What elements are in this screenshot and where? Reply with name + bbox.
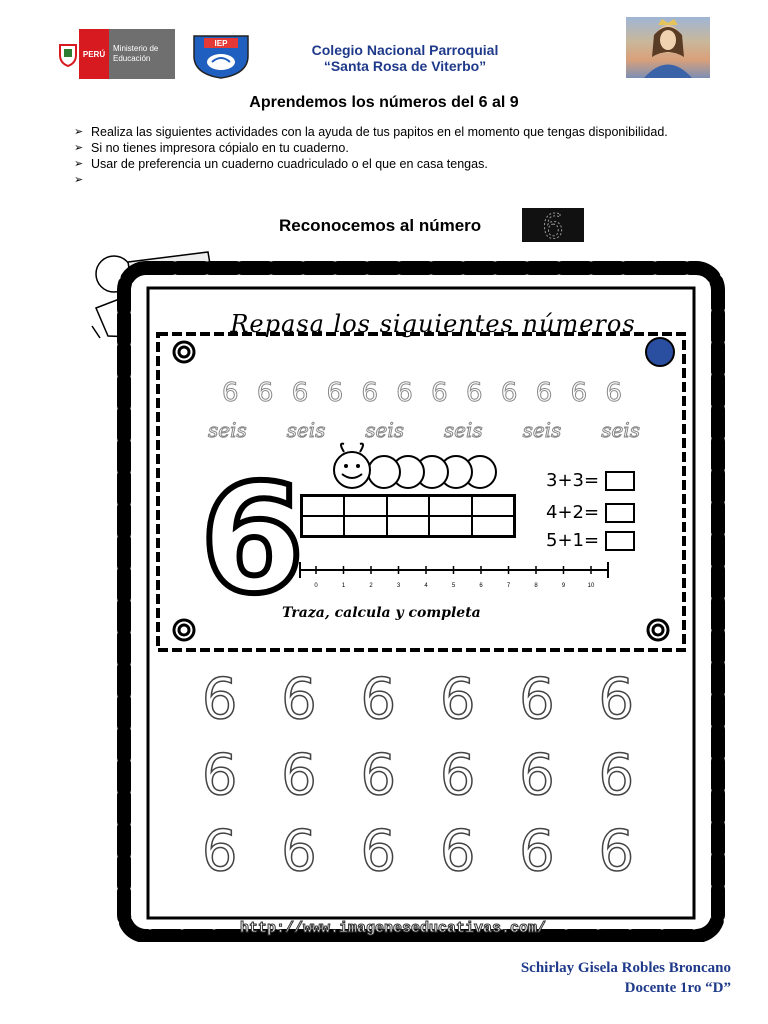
answer-box	[605, 471, 635, 491]
saint-image	[626, 17, 710, 78]
dotted-digit: 6	[466, 378, 483, 408]
caterpillar-icon	[330, 440, 500, 492]
grid-cell	[302, 496, 344, 516]
dotted-digit: 6	[570, 378, 588, 408]
dotted-word: seis	[443, 418, 483, 442]
dotted-word: seis	[601, 418, 640, 442]
iep-logo	[190, 30, 252, 80]
worksheet-instruction: Traza, calcula y completa	[282, 605, 481, 621]
section-title: Reconocemos al número	[279, 216, 482, 235]
dotted-word: seis	[208, 418, 247, 442]
school-name	[260, 42, 550, 74]
dotted-digit: 6	[605, 378, 622, 408]
dotted-digit: 6	[222, 378, 239, 408]
teacher-name: Schirlay Gisela Robles Broncano	[520, 960, 731, 976]
grid-cell	[302, 516, 344, 536]
iep-text: IEP	[214, 39, 228, 48]
equation-text: 3+3=	[546, 470, 600, 491]
number-line-label: 2	[369, 583, 373, 589]
trace-digit: 6	[281, 743, 317, 808]
answer-box	[605, 531, 635, 551]
dotted-digit: 6	[361, 378, 378, 408]
trace-digit: 6	[360, 743, 397, 808]
ten-frame-grid	[300, 494, 516, 538]
trace-digit: 6	[439, 819, 476, 884]
tracing-grid	[180, 668, 656, 884]
trace-digit: 6	[281, 819, 317, 884]
equation	[546, 530, 635, 551]
trace-digit: 6	[598, 667, 635, 732]
number-six-image	[522, 208, 584, 242]
worksheet-heading: Repasa los siguientes números	[230, 310, 636, 338]
trace-digit: 6	[519, 819, 555, 884]
trace-digit: 6	[201, 667, 238, 732]
number-line-label: 6	[479, 583, 483, 589]
number-line-label: 0	[314, 583, 318, 589]
grid-cell	[429, 516, 471, 536]
instruction-text: Si no tienes impresora cópialo en tu cuaderno.	[91, 141, 349, 155]
dotted-digit: 6	[431, 378, 448, 408]
trace-digit: 6	[519, 667, 555, 732]
number-line-label: 9	[561, 583, 566, 589]
grid-cell	[472, 496, 514, 516]
equation	[546, 502, 635, 523]
dotted-digit: 6	[256, 378, 274, 408]
answer-box	[605, 503, 635, 523]
arrow-bullet-icon: ➢	[74, 142, 84, 154]
svg-text:6: 6	[542, 208, 564, 242]
number-line-label: 10	[587, 583, 595, 589]
instruction-item	[74, 156, 731, 172]
trace-digit: 6	[201, 743, 238, 808]
website-url: http://www.imageneseducativas.com/	[240, 920, 547, 937]
dotted-digit: 6	[535, 378, 553, 408]
ministry-label: Ministerio de Educación	[109, 29, 175, 79]
grid-cell	[472, 516, 514, 536]
coat-of-arms-icon	[57, 29, 79, 79]
school-name-line2: “Santa Rosa de Viterbo”	[323, 58, 487, 74]
peru-label: PERÚ	[79, 29, 109, 79]
dotted-word-row	[208, 418, 640, 442]
number-line-label: 4	[424, 583, 428, 589]
trace-digit: 6	[598, 743, 635, 808]
big-digit: 6	[200, 453, 305, 627]
arrow-bullet-icon: ➢	[74, 158, 84, 170]
trace-digit: 6	[360, 667, 397, 732]
dotted-digit: 6	[291, 378, 309, 408]
number-line	[296, 560, 612, 590]
instruction-text: Usar de preferencia un cuaderno cuadriculado o el que en casa tengas.	[91, 157, 488, 171]
trace-digit: 6	[519, 743, 555, 808]
trace-digit: 6	[360, 819, 397, 884]
equation-text: 5+1=	[546, 530, 600, 551]
instruction-item	[74, 140, 731, 156]
dotted-word: seis	[286, 418, 326, 442]
dotted-digit: 6	[396, 378, 413, 408]
trace-digit: 6	[439, 743, 476, 808]
number-line-label: 1	[341, 583, 346, 589]
dotted-digit-row	[222, 378, 622, 408]
teacher-role: Docente 1ro “D”	[624, 980, 731, 996]
arrow-bullet-icon: ➢	[74, 174, 84, 186]
grid-cell	[387, 496, 429, 516]
equation	[546, 470, 635, 491]
dotted-digit: 6	[326, 378, 344, 408]
instruction-item	[74, 124, 731, 140]
trace-digit: 6	[201, 819, 238, 884]
page-title: Aprendemos los números del 6 al 9	[249, 94, 519, 111]
dotted-digit: 6	[500, 378, 518, 408]
grid-cell	[344, 516, 386, 536]
trace-digit: 6	[439, 667, 476, 732]
arrow-bullet-icon: ➢	[74, 126, 84, 138]
trace-digit: 6	[281, 667, 317, 732]
equation-text: 4+2=	[546, 502, 600, 523]
number-line-label: 5	[451, 583, 456, 589]
number-line-label: 8	[534, 583, 538, 589]
number-line-label: 7	[506, 583, 511, 589]
school-name-line1: Colegio Nacional Parroquial	[311, 42, 499, 58]
grid-cell	[344, 496, 386, 516]
dotted-word: seis	[522, 418, 562, 442]
number-line-label: 3	[396, 583, 401, 589]
dotted-word: seis	[365, 418, 405, 442]
trace-digit: 6	[598, 819, 635, 884]
grid-cell	[429, 496, 471, 516]
instruction-text: Realiza las siguientes actividades con la ayuda de tus papitos en el momento que tengas disponibilidad.	[91, 125, 668, 139]
teacher-signature	[430, 958, 731, 998]
instructions-list	[74, 124, 731, 186]
ministry-logo	[57, 29, 175, 79]
grid-cell	[387, 516, 429, 536]
